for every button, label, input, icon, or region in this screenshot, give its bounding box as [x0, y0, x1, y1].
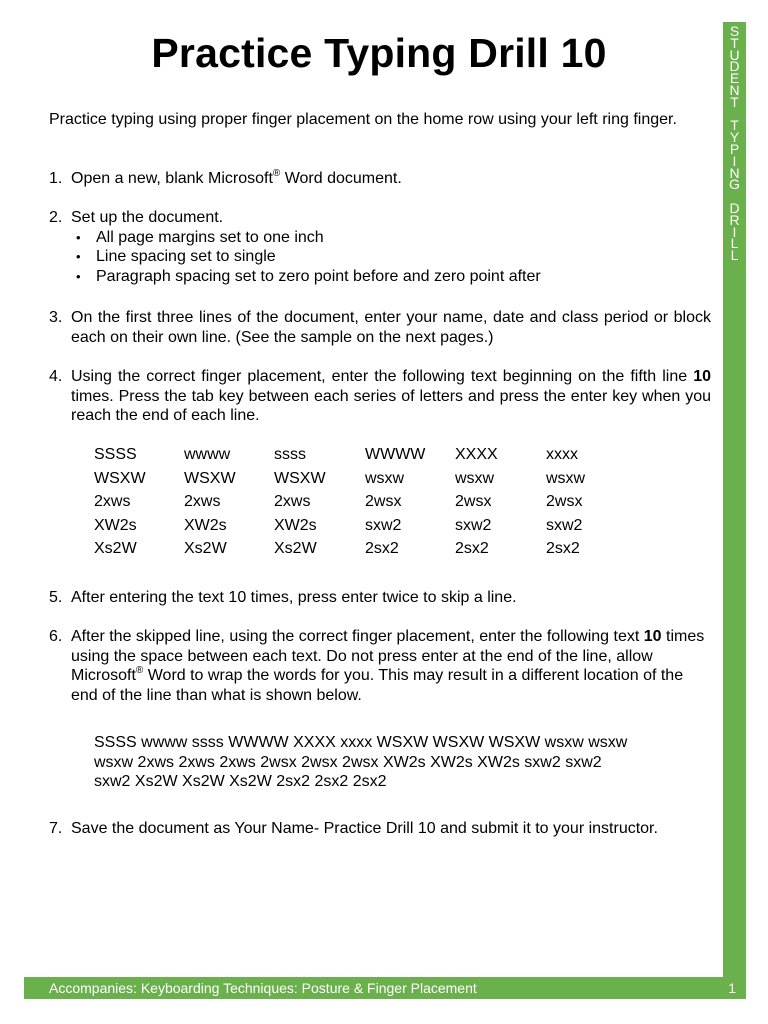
- step-text: times using the space between each text. Do not press enter at the end of the line, allow Microsoft: [71, 628, 705, 684]
- bullet-item: • All page margins set to one inch: [71, 228, 711, 248]
- sidebar-letter: U: [729, 46, 740, 63]
- sidebar-letter: T: [730, 117, 739, 134]
- drill-cell: XW2s: [274, 516, 317, 534]
- drill-cell: Xs2W: [274, 540, 317, 557]
- sidebar-letter: D: [729, 58, 740, 75]
- drill-cell: wsxw: [365, 469, 405, 487]
- bold-count: 10: [693, 368, 711, 385]
- footer-text: Accompanies: Keyboarding Techniques: Posture & Finger Placement: [49, 980, 477, 996]
- drill-cell: 2wsx: [365, 493, 402, 510]
- drill-cell: 2xws: [274, 493, 311, 510]
- drill-cell: 2sx2: [365, 540, 399, 557]
- sidebar-letter: G: [729, 176, 740, 193]
- sidebar-letter: D: [729, 199, 740, 216]
- step-text: Word to wrap the words for you. This may result in a different location of the end of the line than what is shown below.: [71, 667, 684, 704]
- wrap-text-block: [94, 733, 714, 792]
- step-3: [49, 308, 711, 347]
- step-4: [49, 367, 711, 426]
- sidebar-letter: T: [730, 93, 739, 110]
- sidebar-letter: I: [732, 223, 737, 240]
- drill-cell: 2sx2: [546, 540, 580, 557]
- bullet-item: • Paragraph spacing set to zero point before and zero point after: [71, 267, 711, 287]
- sidebar-letter: P: [729, 140, 740, 157]
- bold-count: 10: [643, 628, 662, 645]
- drill-cell: WWWW: [365, 446, 426, 463]
- step-text: Using the correct finger placement, enter the following text beginning on the fifth line: [71, 368, 694, 385]
- step-text: After entering the text 10 times, press enter twice to skip a line.: [71, 589, 517, 606]
- drill-cell: wsxw: [546, 469, 586, 487]
- sidebar-letter: L: [730, 235, 739, 252]
- step-1: [49, 169, 711, 189]
- step-text: After the skipped line, using the correct finger placement, enter the following text: [71, 628, 644, 645]
- drill-cell: wwww: [184, 446, 231, 463]
- step-text: Word document.: [280, 170, 402, 187]
- wrap-line: SSSS wwww ssss WWWW XXXX xxxx WSXW WSXW WSXW wsxw wsxw: [94, 734, 628, 751]
- drill-cell: xxxx: [546, 446, 578, 463]
- wrap-line: wsxw 2xws 2xws 2xws 2wsx 2wsx 2wsx XW2s XW2s XW2s sxw2 sxw2: [94, 753, 602, 771]
- drill-cell: WSXW: [274, 469, 326, 487]
- registered-mark: ®: [135, 665, 144, 676]
- step-6: [49, 627, 711, 705]
- sidebar-letter: Y: [729, 129, 740, 146]
- drill-cell: 2xws: [94, 493, 131, 510]
- step-text: On the first three lines of the document, enter your name, date and class period or block each on their own line. (See the sample on the next pages.): [71, 309, 711, 346]
- step-number: 6.: [49, 628, 63, 645]
- step-number: 3.: [49, 309, 63, 326]
- drill-cell: WSXW: [184, 469, 236, 487]
- drill-cell: 2sx2: [455, 540, 489, 557]
- drill-cell: sxw2: [365, 516, 402, 534]
- sidebar-letter: N: [729, 81, 740, 98]
- drill-cell: wsxw: [455, 469, 495, 487]
- step-text: Save the document as Your Name- Practice Drill 10 and submit it to your instructor.: [71, 820, 658, 837]
- sidebar-letter: I: [732, 152, 737, 169]
- drill-cell: 2xws: [184, 493, 221, 510]
- step-text: Open a new, blank Microsoft: [71, 170, 273, 187]
- step-5: [49, 588, 711, 608]
- step-number: 5.: [49, 589, 63, 606]
- step-7: [49, 819, 711, 839]
- sidebar-band: [723, 22, 746, 977]
- intro-paragraph: Practice typing using proper finger placement on the home row using your left ring finger.: [49, 111, 677, 128]
- step-number: 4.: [49, 368, 63, 385]
- drill-cell: Xs2W: [184, 540, 227, 557]
- step-text: Set up the document.: [71, 209, 224, 226]
- drill-cell: ssss: [274, 446, 306, 463]
- bullet-list: [71, 228, 711, 287]
- drill-cell: 2wsx: [546, 493, 583, 510]
- bullet-item: • Line spacing set to single: [71, 247, 711, 267]
- drill-cell: 2wsx: [455, 493, 492, 510]
- drill-cell: XW2s: [94, 516, 137, 534]
- sidebar-letter: N: [729, 164, 740, 181]
- drill-cell: XXXX: [455, 446, 498, 463]
- drill-cell: sxw2: [546, 516, 583, 534]
- wrap-line: sxw2 Xs2W Xs2W Xs2W 2sx2 2sx2 2sx2: [94, 773, 387, 790]
- step-text: times. Press the tab key between each series of letters and press the enter key when you reach the end of each line.: [71, 387, 711, 424]
- drill-cell: SSSS: [94, 446, 137, 463]
- sidebar-letter: L: [730, 247, 739, 264]
- drill-cell: WSXW: [94, 469, 146, 487]
- sidebar-letter: R: [729, 211, 740, 228]
- step-2: [49, 208, 711, 286]
- footer-bar: [24, 977, 746, 999]
- sidebar-letter: S: [729, 23, 740, 39]
- step-number: 2.: [49, 209, 63, 226]
- drill-table: [94, 445, 606, 558]
- drill-cell: Xs2W: [94, 540, 137, 557]
- step-number: 1.: [49, 170, 63, 187]
- drill-cell: XW2s: [184, 516, 227, 534]
- page-number: 1: [728, 980, 736, 996]
- step-number: 7.: [49, 820, 63, 837]
- drill-cell: sxw2: [455, 516, 492, 534]
- page-title: Practice Typing Drill 10: [151, 30, 607, 76]
- sidebar-letter: E: [729, 70, 740, 87]
- registered-mark: ®: [272, 168, 281, 179]
- sidebar-letter: T: [730, 34, 739, 51]
